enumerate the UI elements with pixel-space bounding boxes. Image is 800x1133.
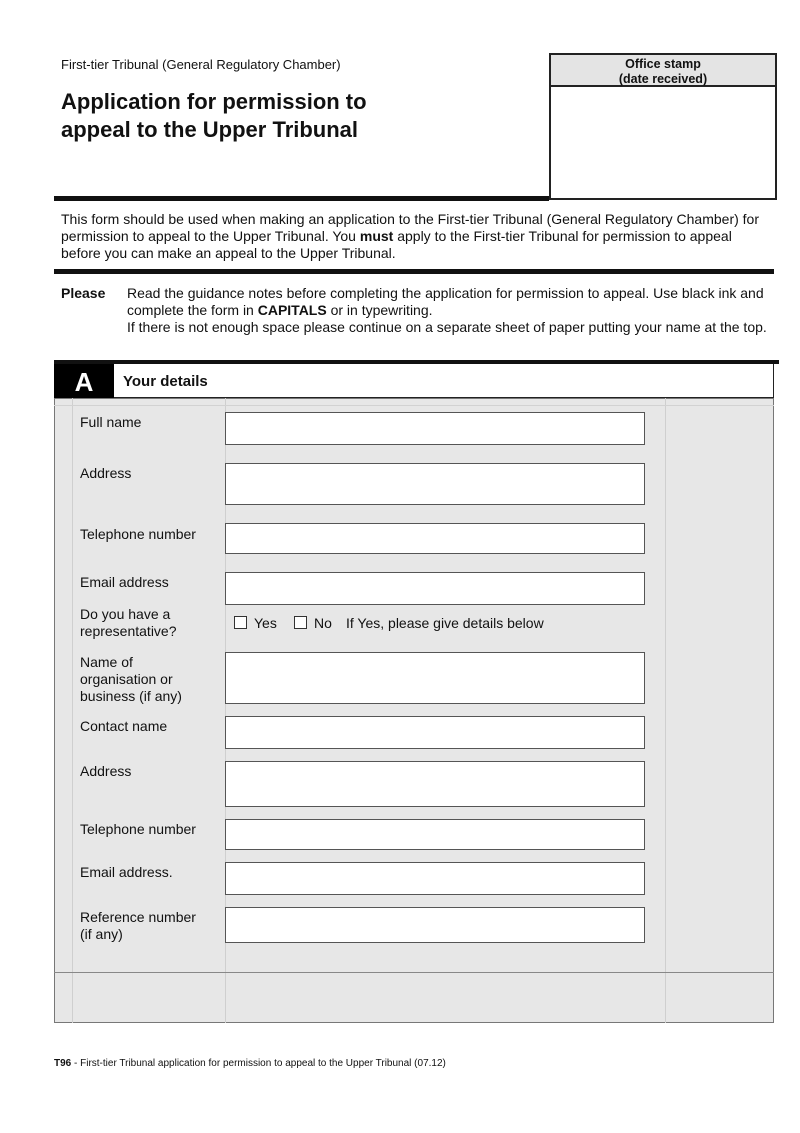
representative-note: If Yes, please give details below [346,615,544,631]
telephone-label: Telephone number [80,526,196,542]
title-line-2: appeal to the Upper Tribunal [61,117,359,142]
no-label: No [314,615,332,631]
org-label-line-3: business (if any) [80,688,182,704]
intro-part-2: apply to the First-tier Tribunal for permission to appeal before you can make an appeal to the Upper Tribunal. [61,228,732,261]
contact-name-field[interactable] [225,716,645,749]
rep-email-label: Email address. [80,864,173,880]
intro-rule [54,269,774,274]
rep-question-line-1: Do you have a [80,606,171,622]
tribunal-name: First-tier Tribunal (General Regulatory Chamber) [61,57,341,72]
instruction-1a: Read the guidance notes before completing the application for permission to appeal. Use black ink and complete the form in [127,285,764,318]
section-title: Your details [123,373,208,390]
please-label: Please [61,285,106,301]
org-label-line-1: Name of [80,654,133,670]
title-line-1: Application for permission to [61,89,367,114]
office-stamp-box [549,53,777,200]
rep-email-field[interactable] [225,862,645,895]
organisation-field[interactable] [225,652,645,704]
office-stamp-header [551,55,775,87]
rep-address-field[interactable] [225,761,645,807]
instruction-1c: or in typewriting. [326,302,433,318]
no-checkbox[interactable] [294,616,307,629]
reference-number-field[interactable] [225,907,645,943]
representative-question [80,606,220,640]
intro-part-1: This form should be used when making an application to the First-tier Tribunal (General Regulatory Chamber) for permission to appeal to the Upper Tribunal. You [61,211,759,244]
address-field[interactable] [225,463,645,505]
stamp-label-1: Office stamp [625,57,701,71]
footer-text: - First-tier Tribunal application for permission to appeal to the Upper Tribunal (07.12) [71,1058,446,1069]
please-instructions [127,285,767,336]
grid-line [54,405,774,406]
full-name-label: Full name [80,414,142,430]
intro-text [61,211,761,262]
rep-question-line-2: representative? [80,623,177,639]
grid-line [54,972,774,973]
ref-label-line-2: (if any) [80,926,123,942]
contact-name-label: Contact name [80,718,168,734]
intro-emphasis: must [359,228,394,244]
instruction-1 [127,285,767,319]
address-label: Address [80,465,132,481]
rep-telephone-label: Telephone number [80,821,196,837]
ref-label-line-1: Reference number [80,909,196,925]
header-rule [54,196,549,201]
grid-line [665,398,666,1023]
email-label: Email address [80,574,169,590]
org-label-line-2: organisation or [80,671,173,687]
telephone-field[interactable] [225,523,645,554]
form-code: T96 [54,1058,72,1069]
capitals-emphasis: CAPITALS [257,302,327,318]
rep-telephone-field[interactable] [225,819,645,850]
rep-address-label: Address [80,763,132,779]
email-field[interactable] [225,572,645,605]
yes-checkbox[interactable] [234,616,247,629]
section-letter: A [54,364,114,398]
form-footer [54,1058,446,1069]
reference-number-label [80,909,220,943]
instruction-2: If there is not enough space please continue on a separate sheet of paper putting your name at the top. [127,319,767,335]
full-name-field[interactable] [225,412,645,445]
yes-label: Yes [254,615,277,631]
organisation-label [80,654,220,705]
page-title [61,88,531,144]
grid-line [72,398,73,1023]
stamp-label-2: (date received) [618,72,708,86]
